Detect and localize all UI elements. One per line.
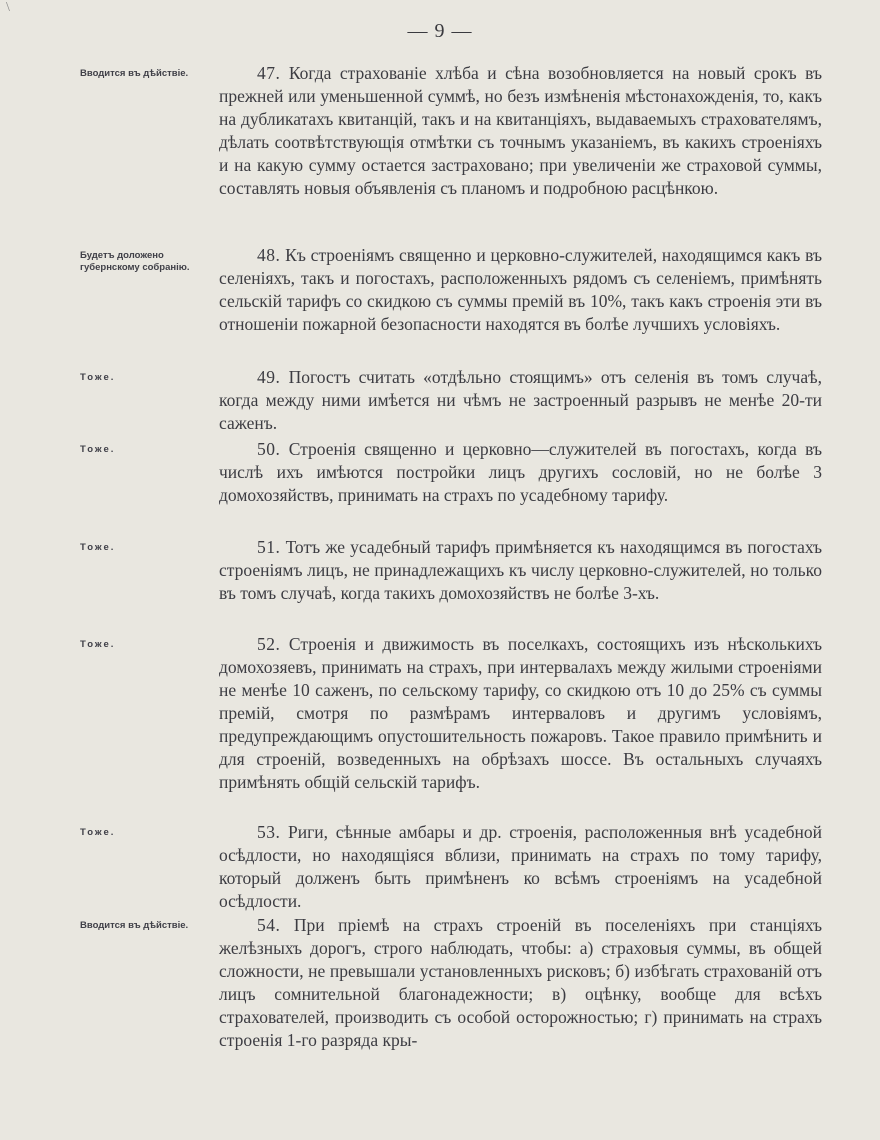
paragraph-text: Погостъ считать «отдѣльно стоящимъ» отъ селенія въ томъ случаѣ, когда между ними имѣется ни чѣмъ не застроенный разрывъ не менѣе 20-ти саженъ. <box>219 367 822 433</box>
paragraph <box>219 633 822 794</box>
paragraph <box>219 914 822 1052</box>
paragraph-text: Строенія и движимость въ поселкахъ, состоящихъ изъ нѣсколькихъ домохозяевъ, принимать на страхъ, при интервалахъ между жилыми строеніями не менѣе 10 саженъ, по сельскому тарифу, со скидкою отъ 10 до 25% съ суммы премій, смотря по размѣрамъ интерваловъ и другимъ условіямъ, предупреждающимъ опустошительность пожаровъ. Такое правило примѣнить и для строеній, возведенныхъ на обрѣзахъ шоссе. Въ остальныхъ случаяхъ примѣнять общій сельскій тарифъ. <box>219 634 823 792</box>
margin-note: Тоже. <box>80 444 116 455</box>
paragraph-text: Строенія священно и церковно—служителей въ погостахъ, когда въ числѣ ихъ имѣются постройки лицъ другихъ сословій, но не болѣе 3 домохозяйствъ, принимать на страхъ по усадебному тарифу. <box>219 439 823 505</box>
paragraph-number: 51. <box>257 537 281 557</box>
paragraph-number: 52. <box>257 634 281 654</box>
page-number: — 9 — <box>407 20 473 42</box>
margin-note: Будетъ доложено губернскому собранію. <box>80 250 190 273</box>
paragraph-number: 48. <box>257 245 281 265</box>
paragraph-text: Когда страхованіе хлѣба и сѣна возобновляется на новый срокъ въ прежней или уменьшенной суммѣ, но безъ измѣненія мѣстонахожденія, то, какъ на дубликатахъ квитанцій, такъ и на квитанціяхъ, выдаваемыхъ страхователямъ, дѣлать соотвѣтствующія отмѣтки съ точнымъ указаніемъ, въ какихъ строеніяхъ и на какую сумму остается застраховано; при увеличеніи же страховой суммы, составлять новыя объявленія съ планомъ и подробною расцѣнкою. <box>219 63 822 198</box>
paragraph-number: 54. <box>257 915 281 935</box>
paragraph-text: Къ строеніямъ священно и церковно-служителей, находящимся какъ въ селеніяхъ, такъ и погостахъ, расположенныхъ рядомъ съ селеніемъ, примѣнять сельскій тарифъ со скидкою съ суммы премій въ 10%, такъ какъ строенія эти въ отношеніи пожарной безопасности находятся въ болѣе лучшихъ условіяхъ. <box>219 245 822 334</box>
paragraph-number: 49. <box>257 367 281 387</box>
corner-mark: \ <box>6 0 10 15</box>
paragraph-text: Риги, сѣнные амбары и др. строенія, расположенныя внѣ усадебной осѣдлости, но находящіяся вблизи, принимать на страхъ по тому тарифу, который долженъ быть примѣненъ ко всѣмъ строеніямъ на усадебной осѣдлости. <box>219 822 822 911</box>
paragraph <box>219 62 822 200</box>
paragraph <box>219 438 822 507</box>
margin-note: Тоже. <box>80 639 116 650</box>
margin-note: Тоже. <box>80 827 116 838</box>
paragraph-number: 47. <box>257 63 281 83</box>
margin-note: Тоже. <box>80 542 116 553</box>
paragraph <box>219 366 822 435</box>
paragraph-text: При пріемѣ на страхъ строеній въ поселеніяхъ при станціяхъ желѣзныхъ дорогъ, строго наблюдать, чтобы: а) страховыя суммы, въ общей сложности, не превышали установленныхъ рисковъ; б) избѣгать страхованій отъ лицъ сомнительной благонадежности; в) оцѣнку, вообще для всѣхъ страхователей, производить съ особой осторожностью; г) принимать на страхъ строенія 1-го разряда кры- <box>219 915 822 1050</box>
margin-note: Тоже. <box>80 372 116 383</box>
paragraph <box>219 536 822 605</box>
paragraph-number: 53. <box>257 822 281 842</box>
paragraph <box>219 821 822 913</box>
paragraph <box>219 244 822 336</box>
paragraph-number: 50. <box>257 439 281 459</box>
margin-note: Вводится въ дѣйствіе. <box>80 920 189 931</box>
paragraph-text: Тотъ же усадебный тарифъ примѣняется къ находящимся въ погостахъ строеніямъ лицъ, не принадлежащихъ къ числу церковно-служителей, но только въ томъ случаѣ, когда такихъ домохозяйствъ не болѣе 3-хъ. <box>219 537 822 603</box>
margin-note: Вводится въ дѣйствіе. <box>80 68 189 79</box>
